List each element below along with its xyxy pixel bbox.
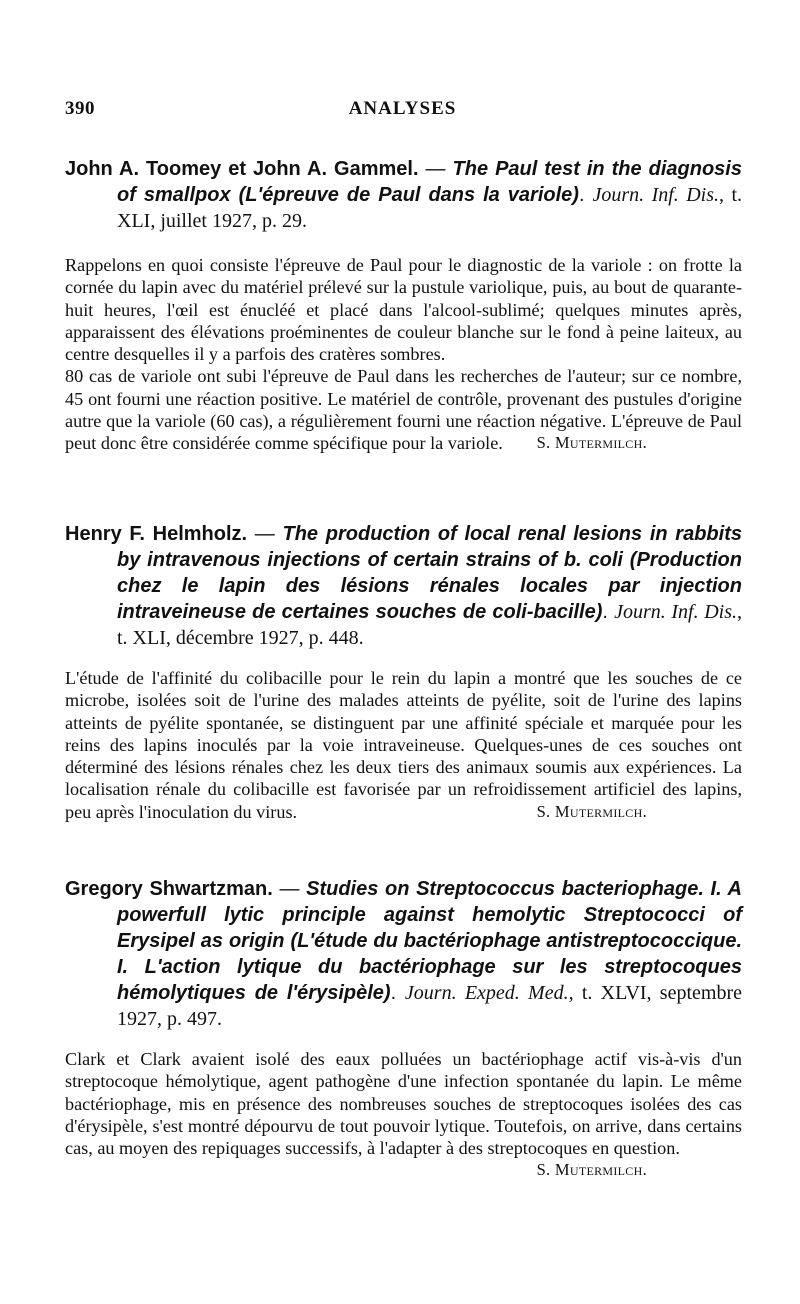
author-names: Gregory Shwartzman.	[65, 878, 273, 900]
title-english: The Paul test in the diagnosis of smallpox	[117, 158, 742, 206]
review-body	[65, 254, 742, 455]
reviewer-signature: S. Mutermilch.	[536, 433, 647, 453]
author-names: Henry F. Helmholz.	[65, 523, 248, 545]
paragraph: Clark et Clark avaient isolé des eaux polluées un bactériophage actif vis-à-vis d'un streptocoque hémolytique, agent pathogène d'une infection spontanée du lapin. Le même bactériophage, mis en présence des nombreuses souches de streptocoques isolées des cas d'érysipèle, s'est montré dépourvu de tout pouvoir lytique. Toutefois, on arrive, dans certains cas, au moyen des repiquages successifs, à l'adapter à des streptocoques en question.	[65, 1049, 742, 1159]
title-english: The production of local renal lesions in rabbits by intravenous injections of certain strains of b. coli	[117, 523, 742, 571]
citation-dash: —	[247, 523, 283, 545]
journal-name: Journ. Inf. Dis.	[614, 601, 737, 623]
review-body	[65, 1048, 742, 1182]
citation: John A. Toomey et John A. Gammel. — The Paul test in the diagnosis of smallpox (L'épreuve de Paul dans la variole). Journ. Inf. Dis., t. XLI, juillet 1927, p. 29.	[65, 158, 743, 232]
page-header	[65, 98, 740, 128]
review-body	[65, 667, 742, 823]
reviewer-signature: S. Mutermilch.	[536, 1160, 647, 1180]
paragraph-text: 80 cas de variole ont subi l'épreuve de Paul dans les recherches de l'auteur; sur ce nombre, 45 ont fourni une réaction positive. Le matériel de contrôle, provenant des pustules d'origine autre que la variole (60 cas), a régulièrement fourni une réaction négative. L'épreuve de Paul peut donc être considérée comme spécifique pour la variole.	[65, 366, 742, 454]
paragraph	[65, 365, 742, 454]
paragraph: Rappelons en quoi consiste l'épreuve de Paul pour le diagnostic de la variole : on frotte la cornée du lapin avec du matériel prélevé sur la pustule variolique, puis, au bout de quarante-huit heures, l'œil est énucléé et placé dans l'alcool-sublimé; quelques minutes après, apparaissent des élévations proéminentes de couleur blanche sur le fond à peine laiteux, au centre desquelles il y a parfois des cratères sombres.	[65, 255, 742, 365]
journal-details: , t. XLI, décembre 1927, p. 448.	[117, 601, 742, 649]
title-french: (Production chez le lapin des lésions rénales locales par injection intraveineuse de certaines souches de coli-bacille)	[117, 549, 742, 623]
author-names: John A. Toomey et John A. Gammel.	[65, 158, 419, 180]
journal-details: , t. XLVI, septembre 1927, p. 497.	[117, 982, 742, 1030]
journal-name: Journ. Inf. Dis.	[592, 184, 720, 206]
paragraph-text: L'étude de l'affinité du colibacille pour le rein du lapin a montré que les souches de ce microbe, isolées soit de l'urine des malades atteints de pyélite, soit de l'urine des lapins atteints de pyélite spontanée, se distinguent par une affinité spéciale et marquée pour les reins des lapins inoculés par la voie intraveineuse. Quelques-unes de ces souches ont déterminé des lésions rénales chez les deux tiers des animaux soumis aux expériences. La localisation rénale du colibacille est favorisée par un refroidissement artificiel des lapins, peu après l'inoculation du virus.	[65, 668, 742, 822]
journal-name: Journ. Exped. Med.	[404, 982, 569, 1004]
citation-dash: —	[418, 158, 453, 180]
journal-details: , t. XLI, juillet 1927, p. 29.	[117, 184, 743, 232]
title-english: Studies on Streptococcus bacteriophage. I. A powerfull lytic principle against hemolytic Streptococci of Erysipel as origin	[117, 878, 742, 952]
page-number: 390	[65, 98, 95, 119]
review-entry	[65, 876, 742, 1182]
review-entry	[65, 156, 742, 455]
running-title: ANALYSES	[348, 98, 457, 119]
citation-dash: —	[272, 878, 307, 900]
title-french: (L'étude du bactériophage antistreptococcique. I. L'action lytique du bactériophage sur les streptocoques hémolytiques de l'érysipèle)	[117, 930, 743, 1004]
citation: Henry F. Helmholz. — The production of local renal lesions in rabbits by intravenous injections of certain strains of b. coli (Production chez le lapin des lésions rénales locales par injection intraveineuse de certaines souches de coli-bacille). Journ. Inf. Dis., t. XLI, décembre 1927, p. 448.	[65, 523, 742, 649]
review-entry	[65, 521, 742, 823]
paragraph	[65, 667, 742, 823]
title-french: (L'épreuve de Paul dans la variole)	[238, 184, 579, 206]
citation: Gregory Shwartzman. — Studies on Streptococcus bacteriophage. I. A powerfull lytic principle against hemolytic Streptococci of Erysipel as origin (L'étude du bactériophage antistreptococcique. I. L'action lytique du bactériophage sur les streptocoques hémolytiques de l'érysipèle). Journ. Exped. Med., t. XLVI, septembre 1927, p. 497.	[65, 878, 743, 1030]
reviewer-signature: S. Mutermilch.	[536, 801, 647, 821]
